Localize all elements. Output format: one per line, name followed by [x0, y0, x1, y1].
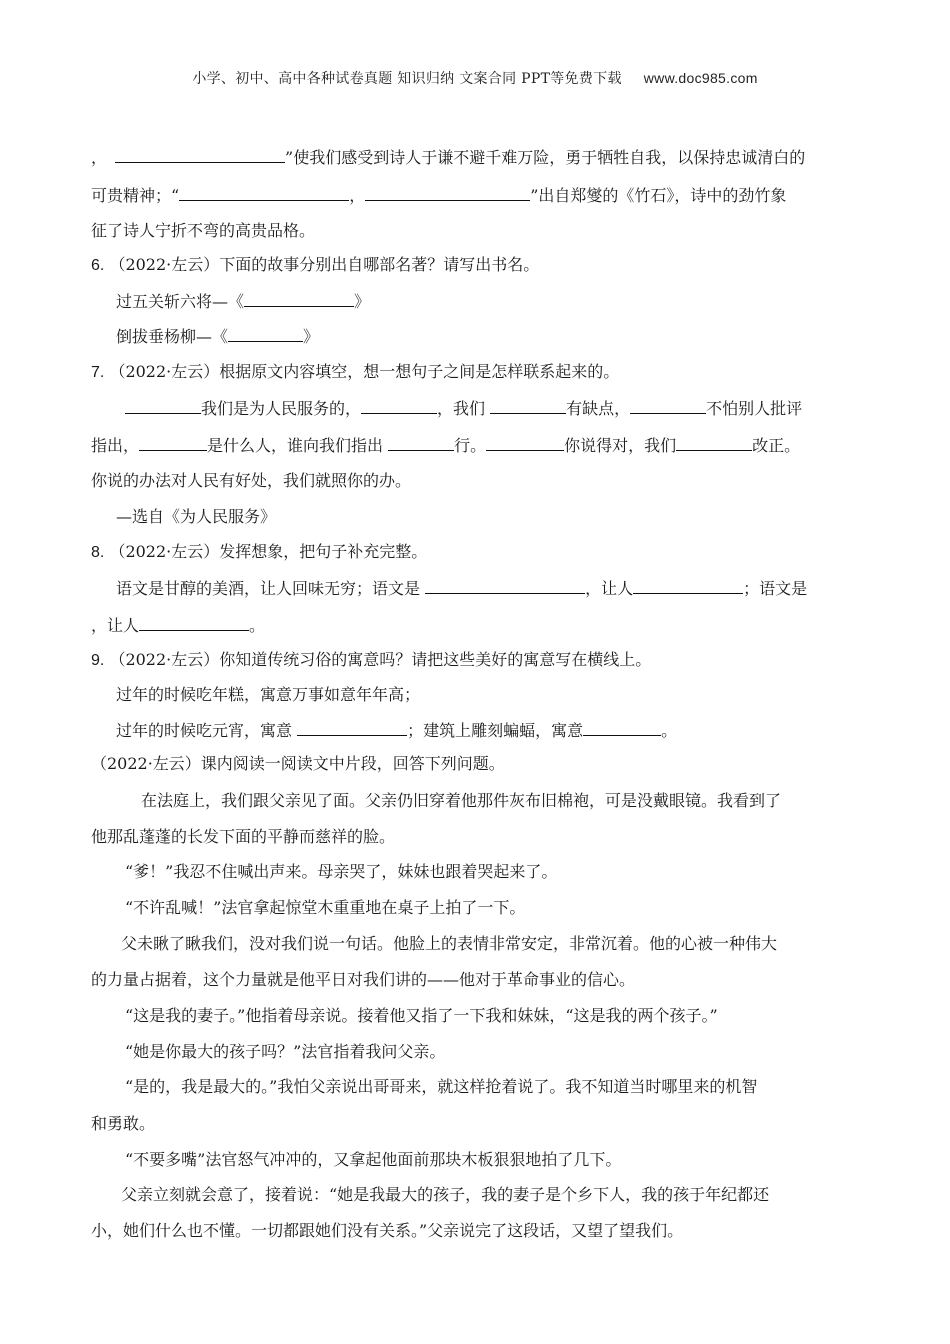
question-7 — [91, 360, 619, 385]
passage-line: “这是我的妻子。”他指着母亲说。接着他又指了一下我和妹妹，“这是我的两个孩子。” — [125, 1006, 718, 1025]
question-number: 7. — [91, 364, 105, 381]
answer-blank[interactable] — [125, 396, 201, 414]
question-stem: （2022·左云）发挥想象，把句子补充完整。 — [109, 542, 428, 561]
passage-line: “不许乱喊！”法官拿起惊堂木重重地在桌子上拍了一下。 — [125, 898, 526, 917]
passage-line: 在法庭上，我们跟父亲见了面。父亲仍旧穿着他那件灰布旧棉袍，可是没戴眼镜。我看到了 — [141, 791, 782, 810]
answer-blank[interactable] — [388, 433, 454, 451]
answer-blank[interactable] — [228, 324, 303, 342]
reading-intro: （2022·左云）课内阅读一阅读文中片段，回答下列问题。 — [91, 754, 505, 773]
text: 。 — [249, 616, 266, 635]
answer-blank[interactable] — [365, 183, 530, 201]
text: ”使我们感受到诗人于谦不避千难万险，勇于牺牲自我，以保持忠诚清白的 — [285, 148, 806, 167]
q5-line-2 — [91, 183, 786, 208]
text: 倒拔垂杨柳—《 — [116, 327, 229, 346]
text: 你说得对，我们 — [564, 436, 677, 455]
text: 》 — [303, 327, 320, 346]
text: 指出， — [91, 436, 140, 455]
passage-line: 父亲立刻就会意了，接着说：“她是我最大的孩子，我的妻子是个乡下人，我的孩于年纪都还 — [121, 1185, 770, 1204]
q5-line-3: 征了诗人宁折不弯的高贵品格。 — [91, 221, 316, 240]
q9-line-1: 过年的时候吃年糕，寓意万事如意年年高； — [116, 685, 421, 704]
text: ”出自郑燮的《竹石》，诗中的劲竹象 — [530, 186, 787, 205]
text: 我们是为人民服务的， — [201, 399, 362, 418]
answer-blank[interactable] — [361, 396, 437, 414]
answer-blank[interactable] — [490, 396, 566, 414]
passage-line: 父未瞅了瞅我们，没对我们说一句话。他脸上的表情非常安定，非常沉着。他的心被一种伟大 — [121, 934, 778, 953]
passage-line: “爹！”我忍不住喊出声来。母亲哭了，妹妹也跟着哭起来了。 — [125, 862, 558, 881]
text: 有缺点， — [566, 399, 631, 418]
text: ；建筑上雕刻蝙蝠，寓意 — [407, 721, 584, 740]
answer-blank[interactable] — [583, 718, 661, 736]
passage-line: 的力量占据着，这个力量就是他平日对我们讲的——他对于革命事业的信心。 — [91, 970, 636, 989]
header-site: www.doc985.com — [643, 70, 758, 86]
answer-blank[interactable] — [139, 433, 207, 451]
text: 过五关斩六将—《 — [116, 292, 245, 311]
text: 不怕别人批评 — [706, 399, 803, 418]
answer-blank[interactable] — [676, 433, 752, 451]
question-number: 8. — [91, 544, 105, 561]
q7-source: —选自《为人民服务》 — [116, 507, 277, 526]
answer-blank[interactable] — [486, 433, 564, 451]
answer-blank[interactable] — [425, 576, 585, 594]
text: 语文是甘醇的美酒，让人回味无穷；语文是 — [116, 579, 426, 598]
header-text: 小学、初中、高中各种试卷真题 知识归纳 文案合同 PPT等免费下载 — [192, 71, 622, 87]
question-stem: （2022·左云）根据原文内容填空，想一想句子之间是怎样联系起来的。 — [109, 362, 620, 381]
q5-line-1 — [91, 145, 805, 170]
answer-blank[interactable] — [179, 183, 349, 201]
q7-line-1 — [125, 396, 802, 421]
question-6 — [91, 253, 539, 278]
answer-blank[interactable] — [115, 145, 285, 163]
answer-blank[interactable] — [633, 576, 743, 594]
answer-blank[interactable] — [630, 396, 706, 414]
text: 》 — [354, 292, 371, 311]
passage-line: “不要多嘴”法官怒气冲冲的，又拿起他面前那块木板狠狠地拍了几下。 — [125, 1150, 622, 1169]
answer-blank[interactable] — [139, 613, 249, 631]
passage-line: 他那乱蓬蓬的长发下面的平静而慈祥的脸。 — [91, 827, 396, 846]
text: ，让人 — [91, 616, 140, 635]
text: 过年的时候吃元宵，寓意 — [116, 721, 298, 740]
passage-line: 小，她们什么也不懂。一切都跟她们没有关系。”父亲说完了这段话，又望了望我们。 — [91, 1221, 684, 1240]
question-8 — [91, 540, 427, 565]
question-9 — [91, 648, 651, 673]
q8-line-1 — [116, 576, 807, 601]
question-stem: （2022·左云）你知道传统习俗的寓意吗？请把这些美好的寓意写在横线上。 — [109, 650, 652, 669]
text: 是什么人，谁向我们指出 — [207, 436, 389, 455]
passage-line: “是的，我是最大的。”我怕父亲说出哥哥来，就这样抢着说了。我不知道当时哪里来的机智 — [125, 1077, 758, 1096]
text: ， — [349, 186, 366, 205]
question-number: 9. — [91, 652, 105, 669]
answer-blank[interactable] — [297, 718, 407, 736]
text: ；语文是 — [743, 579, 808, 598]
text: 。 — [661, 721, 678, 740]
q9-line-2 — [116, 718, 677, 743]
question-number: 6. — [91, 257, 105, 274]
text: 改正。 — [752, 436, 801, 455]
answer-blank[interactable] — [244, 289, 354, 307]
q6-item-1 — [116, 289, 370, 314]
text: ，我们 — [437, 399, 491, 418]
passage-line: “她是你最大的孩子吗？”法官指着我问父亲。 — [125, 1042, 446, 1061]
q6-item-2 — [116, 324, 319, 349]
question-stem: （2022·左云）下面的故事分别出自哪部名著？请写出书名。 — [109, 255, 540, 274]
q7-line-3: 你说的办法对人民有好处，我们就照你的办。 — [91, 471, 412, 490]
q8-line-2 — [91, 613, 265, 638]
text: ，让人 — [585, 579, 634, 598]
passage-line: 和勇敢。 — [91, 1114, 156, 1133]
q7-line-2 — [91, 433, 800, 458]
text: 可贵精神；“ — [91, 186, 180, 205]
page-header — [0, 68, 950, 88]
text: 行。 — [454, 436, 487, 455]
text: ， — [91, 148, 108, 167]
